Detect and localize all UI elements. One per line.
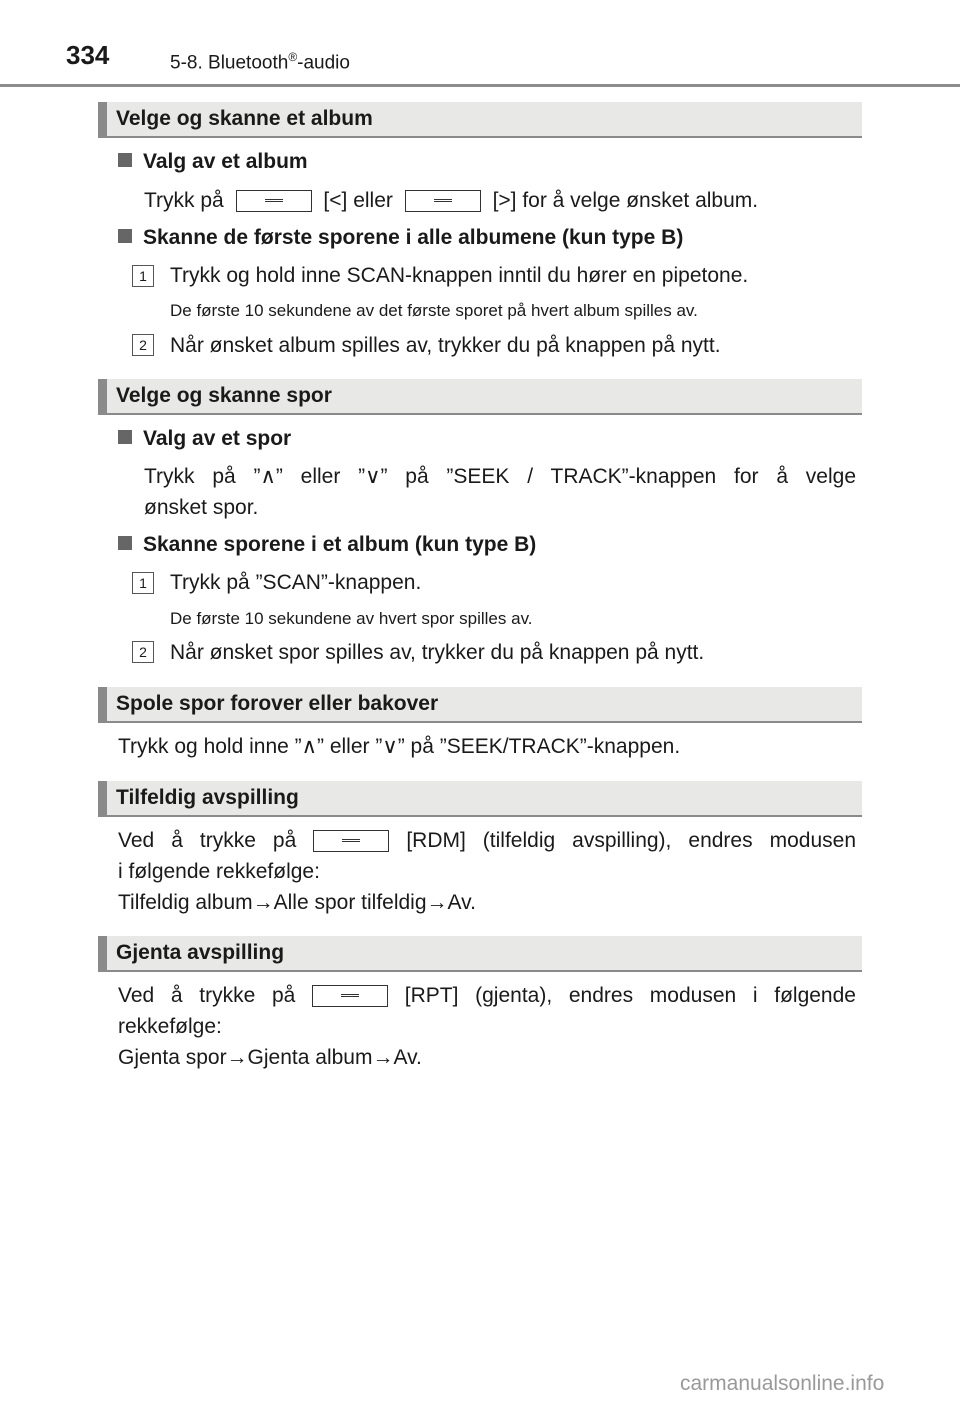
square-bullet-icon <box>118 153 132 167</box>
track-select-line2: ønsket spor. <box>144 496 259 519</box>
button-icon <box>405 190 481 212</box>
section-bar-track <box>98 379 862 415</box>
random-line3: Tilfeldig album→Alle spor tilfeldig→Av. <box>118 891 476 914</box>
repeat-line3: Gjenta spor→Gjenta album→Av. <box>118 1046 422 1069</box>
album-select-text: Trykk på [<] eller [>] for å velge ønsket album. <box>144 189 759 212</box>
step-text: Når ønsket spor spilles av, trykker du på knappen på nytt. <box>170 641 705 664</box>
repeat-line1: Ved å trykke på [RPT] (gjenta), endres modusen i følgende <box>118 984 856 1007</box>
header-rule <box>0 84 960 87</box>
square-bullet-icon <box>118 536 132 550</box>
subhead-album-select: Valg av et album <box>118 150 308 174</box>
section-bar-random <box>98 781 862 817</box>
section-bar-seek <box>98 687 862 723</box>
watermark: carmanualsonline.info <box>680 1372 885 1395</box>
seek-text: Trykk og hold inne ”∧” eller ”∨” på ”SEEK/TRACK”-knappen. <box>118 735 681 758</box>
square-bullet-icon <box>118 430 132 444</box>
repeat-line2: rekkefølge: <box>118 1015 222 1038</box>
step-number: 2 <box>132 334 154 356</box>
step-number: 1 <box>132 265 154 287</box>
step-number: 1 <box>132 572 154 594</box>
chapter-title: 5-8. Bluetooth®-audio <box>170 50 350 74</box>
step-note: De første 10 sekundene av det første sporet på hvert album spilles av. <box>170 301 698 320</box>
step-text: Trykk og hold inne SCAN-knappen inntil du hører en pipetone. <box>170 264 749 287</box>
step-text: Trykk på ”SCAN”-knappen. <box>170 571 422 594</box>
random-line1: Ved å trykke på [RDM] (tilfeldig avspilling), endres modusen <box>118 829 856 852</box>
step-number: 2 <box>132 641 154 663</box>
step-note: De første 10 sekundene av hvert spor spilles av. <box>170 609 533 628</box>
subhead-track-scan: Skanne sporene i et album (kun type B) <box>118 533 536 557</box>
subhead-track-select: Valg av et spor <box>118 427 291 451</box>
page-number: 334 <box>66 40 110 70</box>
section-title: Velge og skanne et album <box>116 107 373 130</box>
subhead-album-scan: Skanne de første sporene i alle albumene (kun type B) <box>118 226 683 250</box>
random-line2: i følgende rekkefølge: <box>118 860 320 883</box>
section-bar-repeat <box>98 936 862 972</box>
section-title: Velge og skanne spor <box>116 384 332 407</box>
page-header <box>0 0 960 86</box>
button-icon <box>312 985 388 1007</box>
section-title: Tilfeldig avspilling <box>116 786 299 809</box>
button-icon <box>313 830 389 852</box>
track-select-line1: Trykk på ”∧” eller ”∨” på ”SEEK / TRACK”-knappen for å velge <box>144 465 856 488</box>
section-bar-album <box>98 102 862 138</box>
step-text: Når ønsket album spilles av, trykker du på knappen på nytt. <box>170 334 721 357</box>
section-title: Gjenta avspilling <box>116 941 285 964</box>
square-bullet-icon <box>118 229 132 243</box>
button-icon <box>236 190 312 212</box>
section-title: Spole spor forover eller bakover <box>116 692 439 715</box>
